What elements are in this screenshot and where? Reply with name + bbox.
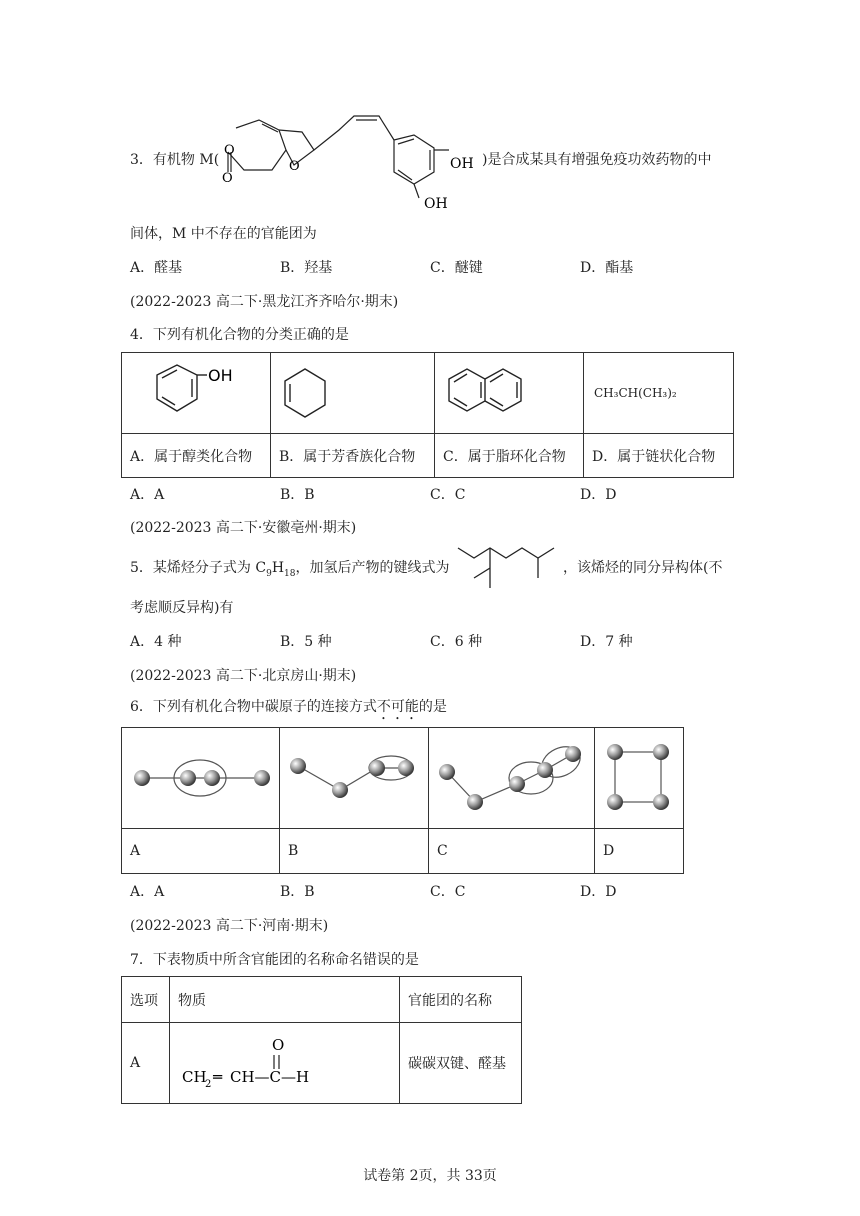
q4-option-c: C．C [430, 487, 466, 503]
q4-option-d: D．D [580, 487, 617, 503]
q6-option-d: D．D [580, 884, 617, 900]
q5-stem-line2: 考虑顺反异构)有 [130, 600, 234, 616]
q4-caption-b: B．属于芳香族化合物 [271, 434, 435, 478]
q5-source: (2022-2023 高二下·安徽亳州·期末) [130, 520, 357, 536]
q5-stem-d: ，该烯烃的同分异构体(不 [563, 560, 723, 576]
q5-sub-18: 18 [284, 568, 296, 579]
q4-cell-formula [584, 353, 734, 434]
q5-stem-c: ，加氢后产物的键线式为 [295, 560, 450, 576]
q4-stem: 4．下列有机化合物的分类正确的是 [130, 327, 349, 343]
q3-option-c: C．醚键 [430, 260, 483, 276]
q3-structure [214, 110, 484, 215]
q7-header-group-name: 官能团的名称 [400, 977, 522, 1023]
q4-caption-c: C．属于脂环化合物 [435, 434, 584, 478]
q6-stem [130, 697, 447, 723]
q7-table [121, 976, 522, 1104]
q7-formula-sub2: 2 [205, 1079, 212, 1090]
q7-row-group-name: 碳碳双键、醛基 [400, 1023, 522, 1104]
q6-cell-model-a [122, 728, 280, 829]
q7-row-option: A [122, 1023, 170, 1104]
q7-formula-double-bond: ═ [213, 1068, 223, 1086]
q6-option-c: C．C [430, 884, 466, 900]
q3-option-b: B．羟基 [280, 260, 333, 276]
q5-option-d: D．7 种 [580, 634, 633, 650]
q3-struct-oh1: OH [450, 156, 474, 172]
page-footer: 试卷第 2页，共 33页 [363, 1168, 497, 1184]
q4-table [121, 352, 734, 478]
q6-caption-c: C [429, 829, 595, 874]
q4-caption-d: D．属于链状化合物 [584, 434, 734, 478]
q4-caption-a: A．属于醇类化合物 [122, 434, 271, 478]
q7-formula-o: O [272, 1036, 285, 1054]
q6-cell-model-b [280, 728, 429, 829]
q4-cell-naphthalene [435, 353, 584, 434]
q4-formula: CH₃CH(CH₃)₂ [594, 386, 677, 400]
q4-phenol-oh: OH [208, 366, 233, 385]
q6-stem-a: 6．下列有机化合物中碳原子的连接方式 [130, 699, 377, 715]
q6-caption-a: A [122, 829, 280, 874]
q7-row-formula [170, 1023, 400, 1104]
q7-header-substance: 物质 [170, 977, 400, 1023]
q7-source: (2022-2023 高二下·河南·期末) [130, 918, 329, 934]
q4-cell-phenol [122, 353, 271, 434]
q6-option-b: B．B [280, 884, 315, 900]
q5-skeletal-structure [456, 540, 560, 592]
q4-option-b: B．B [280, 487, 315, 503]
q3-struct-o3: O [289, 159, 300, 174]
q6-stem-emphasis: 不可能 [376, 699, 419, 715]
q6-cell-model-d [595, 728, 684, 829]
q4-option-a: A．A [130, 487, 165, 503]
q6-cell-model-c [429, 728, 595, 829]
q6-option-a: A．A [130, 884, 165, 900]
q5-option-a: A．4 种 [130, 634, 182, 650]
q5-option-b: B．5 种 [280, 634, 332, 650]
q6-caption-b: B [280, 829, 429, 874]
q7-stem: 7．下表物质中所含官能团的名称命名错误的是 [130, 952, 419, 968]
q5-stem [130, 558, 449, 584]
q6-table [121, 727, 684, 874]
q7-header-option: 选项 [122, 977, 170, 1023]
q4-cell-cyclohexene [271, 353, 435, 434]
q3-stem-line2: 间体，M 中不存在的官能团为 [130, 226, 317, 242]
q5-option-c: C．6 种 [430, 634, 483, 650]
q3-option-a: A．醛基 [130, 260, 183, 276]
q3-struct-o2: O [222, 171, 233, 186]
q6-stem-b: 的是 [418, 699, 447, 715]
q5-stem-a: 5．某烯烃分子式为 C [130, 560, 267, 576]
q3-stem-lead: 3．有机物 M( [130, 152, 220, 168]
q7-formula-ch: CH [182, 1068, 207, 1086]
q4-source: (2022-2023 高二下·黑龙江齐齐哈尔·期末) [130, 294, 399, 310]
q7-formula-rest: CH—C—H [230, 1068, 310, 1086]
q3-struct-oh2: OH [424, 196, 448, 212]
q5-sub-9: 9 [266, 568, 272, 579]
q3-struct-o1: O [224, 143, 235, 158]
q6-caption-d: D [595, 829, 684, 874]
q5-stem-b: H [271, 560, 285, 576]
q6-source: (2022-2023 高二下·北京房山·期末) [130, 668, 357, 684]
q3-option-d: D．酯基 [580, 260, 634, 276]
q3-stem-trail: )是合成某具有增强免疫功效药物的中 [482, 152, 712, 168]
